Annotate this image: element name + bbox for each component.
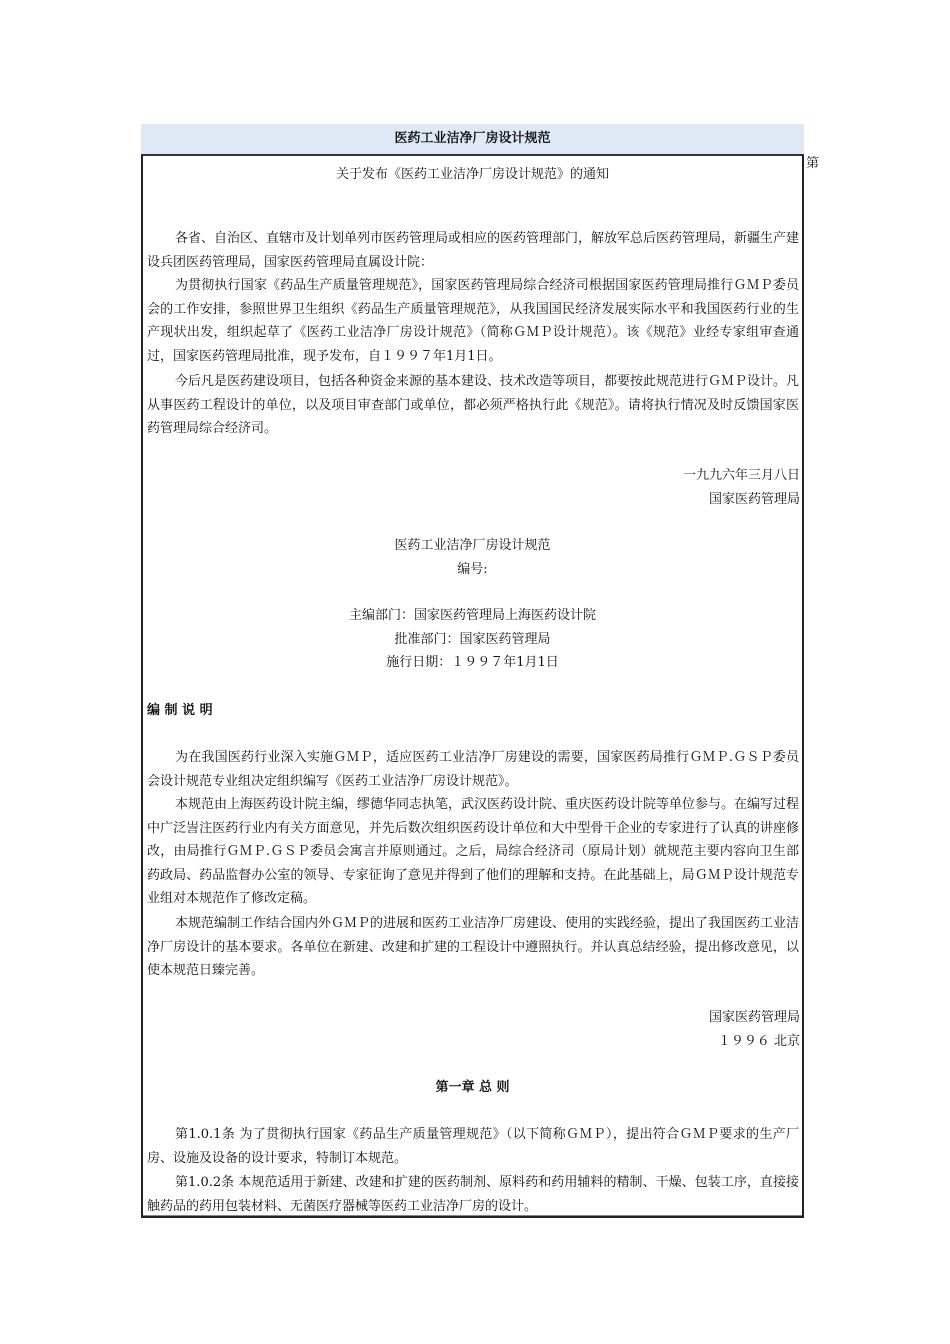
cover-approver: 批准部门：国家医药管理局 (394, 632, 551, 647)
preface-paragraph-2: 本规范由上海医药设计院主编，缪德华同志执笔，武汉医药设计院、重庆医药设计院等单位参与。在编写过程中广泛訔注医药行业内有关方面意见，并先后数次组织医药设计单位和大中型骨干企业的专家进行了认真的讲座修改，由局推行ＧＭＰ.ＧＳＰ委员会寓言并原则通过。之后，局综合经济司（原局计划）就规范主要内容向卫生部药政局、药品监督办公室的领导、专家征询了意见并得到了他们的理解和支持。在此基础上，局ＧＭＰ设计规范专业组对本规范作了修改定稿。 (147, 797, 800, 906)
article-1-0-2: 第1.0.2条 本规范适用于新建、改建和扩建的医药制剂、原料药和药用辅料的精制、干燥、包装工序，直接接触药品的药用包装材料、无菌医疗器械等医药工业洁净厂房的设计。 (147, 1175, 799, 1214)
cover-title: 医药工业洁净厂房设计规范 (394, 538, 551, 553)
preface-issuer: 国家医药管理局 (708, 1010, 800, 1025)
document-title: 医药工业洁净厂房设计规范 (394, 131, 551, 146)
cover-editor: 主编部门：国家医药管理局上海医药设计院 (348, 608, 596, 623)
document-title-bar (141, 124, 804, 156)
preface-heading: 编 制 说 明 (147, 703, 213, 718)
notice-date: 一九九六年三月八日 (682, 468, 800, 483)
preface-paragraph-1: 为在我国医药行业深入实施ＧＭＰ，适应医药工业洁净厂房建设的需要，国家医药局推行ＧＭＰ.ＧＳＰ委员会设计规范专业组决定组织编写《医药工业洁净厂房设计规范》。 (147, 750, 799, 789)
notice-addressees: 各省、自治区、直辖市及计划单列市医药管理局或相应的医药管理部门，解放军总后医药管理局，新疆生产建设兵团医药管理局，国家医药管理局直属设计院： (147, 231, 800, 270)
article-1-0-1: 第1.0.1条 为了贯彻执行国家《药品生产质量管理规范》（以下简称ＧＭＰ），提出符合ＧＭＰ要求的生产厂房、设施及设备的设计要求，特制订本规范。 (147, 1127, 799, 1166)
preface-paragraph-3: 本规范编制工作结合国内外ＧＭＰ的进展和医药工业洁净厂房建设、使用的实践经验，提出了我国医药工业洁净厂房设计的基本要求。各单位在新建、改建和扩建的工程设计中遵照执行。并认真总结经验，提出修改意见，以使本规范日臻完善。 (147, 916, 800, 978)
cover-number: 编号: (457, 562, 488, 577)
notice-paragraph-1: 为贯彻执行国家《药品生产质量管理规范》，国家医药管理局综合经济司根据国家医药管理局推行ＧＭＰ委员会的工作安排，参照世界卫生组织《药品生产质量管理规范》，从我国国民经济发展实际水平和我国医药行业的生产现状出发，组织起草了《医药工业洁净厂房设计规范》（简称ＧＭＰ设计规范）。该《规范》业经专家组审查通过，国家医药管理局批准，现予发布，自１９９７年1月1日。 (147, 278, 799, 364)
notice-issuer: 国家医药管理局 (708, 492, 800, 507)
notice-title: 关于发布《医药工业洁净厂房设计规范》的通知 (335, 167, 609, 182)
preface-date-place: １９９６ 北京 (717, 1034, 800, 1049)
side-overflow-text: 第 (806, 156, 820, 171)
cover-effective-date: 施行日期：１９９７年1月1日 (386, 655, 559, 670)
notice-paragraph-2: 今后凡是医药建设项目，包括各种资金来源的基本建设、技术改造等项目，都要按此规范进行ＧＭＰ设计。凡从事医药工程设计的单位，以及项目审查部门或单位，都必须严格执行此《规范》。请将执行情况及时反馈国家医药管理局综合经济司。 (147, 374, 800, 436)
chapter-1-heading: 第一章 总 则 (435, 1080, 510, 1095)
document-frame (141, 155, 804, 1218)
